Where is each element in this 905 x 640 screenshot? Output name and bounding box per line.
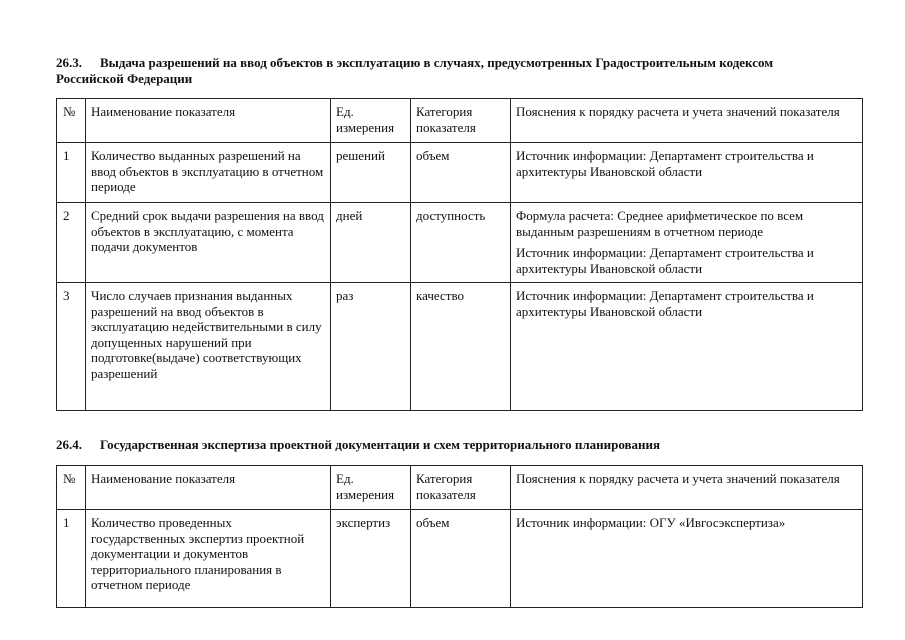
indicators-table-26-3 bbox=[56, 98, 863, 411]
row-category: объем bbox=[411, 143, 511, 203]
header-unit: Ед. измерения bbox=[331, 99, 411, 143]
header-category: Категория показателя bbox=[411, 99, 511, 143]
row-num: 1 bbox=[57, 510, 86, 608]
header-unit: Ед. измерения bbox=[331, 466, 411, 510]
section-26-4-heading bbox=[56, 437, 836, 453]
row-notes bbox=[511, 510, 863, 608]
section-26-3-heading bbox=[56, 55, 836, 87]
row-notes bbox=[511, 283, 863, 411]
indicators-table-26-4 bbox=[56, 465, 863, 608]
row-category: объем bbox=[411, 510, 511, 608]
table-header-row bbox=[57, 99, 863, 143]
table-row bbox=[57, 510, 863, 608]
row-name: Число случаев признания выданных разрешений на ввод объектов в эксплуатацию недействительными в силу допущенных нарушений при подготовке(выдаче) соответствующих разрешений bbox=[86, 283, 331, 411]
row-category: доступность bbox=[411, 203, 511, 283]
section-number: 26.3. bbox=[56, 55, 82, 70]
row-name: Средний срок выдачи разрешения на ввод объектов в эксплуатацию, с момента подачи документов bbox=[86, 203, 331, 283]
row-unit: решений bbox=[331, 143, 411, 203]
row-unit: экспертиз bbox=[331, 510, 411, 608]
row-name: Количество проведенных государственных экспертиз проектной документации и документов территориального планирования в отчетном периоде bbox=[86, 510, 331, 608]
row-unit: раз bbox=[331, 283, 411, 411]
note-formula: Формула расчета: Среднее арифметическое по всем выданным разрешениям в отчетном периоде bbox=[516, 208, 804, 239]
header-name: Наименование показателя bbox=[86, 99, 331, 143]
header-name: Наименование показателя bbox=[86, 466, 331, 510]
table-row bbox=[57, 143, 863, 203]
row-num: 3 bbox=[57, 283, 86, 411]
table-row bbox=[57, 283, 863, 411]
header-notes: Пояснения к порядку расчета и учета значений показателя bbox=[511, 466, 863, 510]
section-title: Государственная экспертиза проектной документации и схем территориального планирования bbox=[100, 437, 661, 452]
table-header-row bbox=[57, 466, 863, 510]
note-source: Источник информации: ОГУ «Ивгосэкспертиза» bbox=[516, 515, 786, 530]
note-source: Источник информации: Департамент строительства и архитектуры Ивановской области bbox=[516, 148, 814, 179]
row-notes bbox=[511, 203, 863, 283]
row-notes bbox=[511, 143, 863, 203]
row-name: Количество выданных разрешений на ввод объектов в эксплуатацию в отчетном периоде bbox=[86, 143, 331, 203]
header-notes: Пояснения к порядку расчета и учета значений показателя bbox=[511, 99, 863, 143]
header-num: № bbox=[57, 99, 86, 143]
header-num: № bbox=[57, 466, 86, 510]
row-num: 1 bbox=[57, 143, 86, 203]
row-num: 2 bbox=[57, 203, 86, 283]
header-category: Категория показателя bbox=[411, 466, 511, 510]
table-row bbox=[57, 203, 863, 283]
note-source: Источник информации: Департамент строительства и архитектуры Ивановской области bbox=[516, 245, 814, 276]
row-unit: дней bbox=[331, 203, 411, 283]
section-number: 26.4. bbox=[56, 437, 82, 452]
section-title: Выдача разрешений на ввод объектов в эксплуатацию в случаях, предусмотренных Градостроительным кодексом Российской Федерации bbox=[56, 55, 774, 86]
row-category: качество bbox=[411, 283, 511, 411]
note-source: Источник информации: Департамент строительства и архитектуры Ивановской области bbox=[516, 288, 814, 319]
